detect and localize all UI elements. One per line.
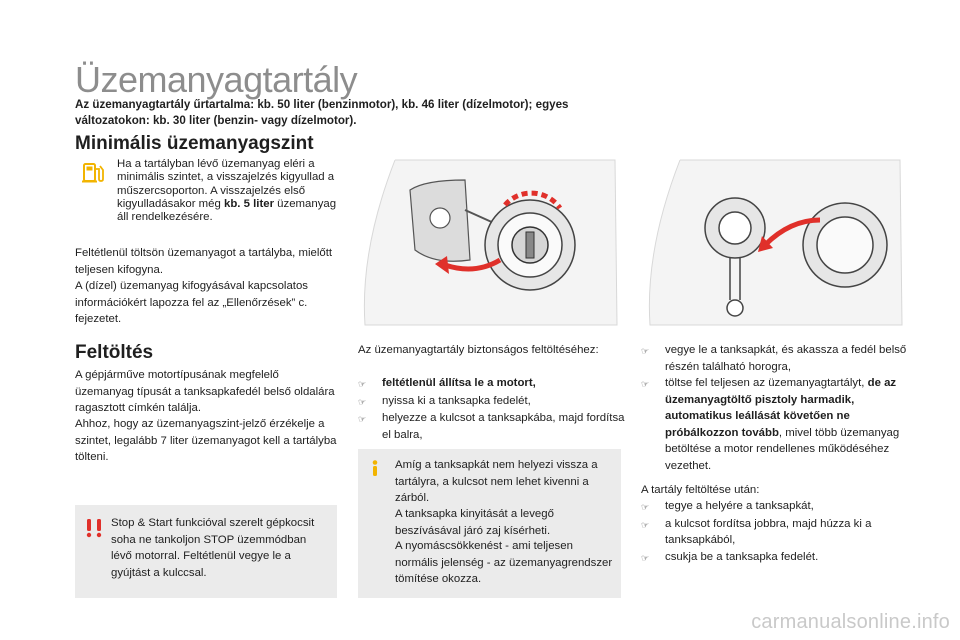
bullet-icon: ☞: [641, 502, 650, 512]
minimal-para-2: A (dízel) üzemanyag kifogyásával kapcsolatos információkért lapozza fel az „Ellenőrzések” c. fejezetet.: [75, 280, 308, 325]
safety-bullets: [358, 375, 628, 443]
fuel-pump-icon: [80, 158, 108, 186]
bullet-icon: ☞: [358, 396, 367, 407]
minimal-warning-text: Ha a tartályban lévő üzemanyag eléri a minimális szintet, a visszajelzés kigyullad a műszercsoporton. A visszajelzés első kigyulladásakor még kb. 5 liter üzemanyag áll rendelkezésére.: [117, 158, 337, 224]
bullet-icon: ☞: [641, 379, 650, 389]
safety-intro: Az üzemanyagtartály biztonságos feltöltéséhez:: [358, 344, 599, 356]
list-item: ☞ töltse fel teljesen az üzemanyagtartályt, de az üzemanyagtöltő pisztoly harmadik, automatikus leállását követően ne próbálkozzon tovább, mivel több üzemanyag betöltése a motor rendellenes működéséhez vezethet.: [641, 375, 911, 474]
list-item: ☞ csukja be a tanksapka fedelét.: [641, 549, 906, 567]
bullet-icon: ☞: [641, 346, 650, 356]
bullet-icon: ☞: [641, 519, 650, 530]
minimal-heading: Minimális üzemanyagszint: [75, 133, 314, 154]
fuel-cap-open-illustration: [355, 150, 625, 330]
list-item: ☞ helyezze a kulcsot a tanksapkába, majd fordítsa el balra,: [358, 410, 628, 443]
after-list: [641, 498, 906, 566]
list-item: ☞ vegye le a tanksapkát, és akassza a fedél belső részén található horogra,: [641, 342, 911, 375]
list-item: ☞ tegye a helyére a tanksapkát,: [641, 498, 906, 516]
list-item: ☞ feltétlenül állítsa le a motort,: [358, 375, 628, 393]
page-subtitle: Az üzemanyagtartály űrtartalma: kb. 50 liter (benzinmotor), kb. 46 liter (dízelmotor); egyes változatokon: kb. 30 liter (benzin- vagy dízelmotor).: [75, 98, 569, 127]
watermark: carmanualsonline.info: [751, 611, 950, 633]
bullet-icon: ☞: [358, 414, 367, 424]
refuel-heading: Feltöltés: [75, 342, 154, 363]
info-text-2: A tanksapka kinyitását a levegő beszívásával járó zaj kísérheti.: [395, 508, 554, 537]
stop-start-text: Stop & Start funkcióval szerelt gépkocsit soha ne tankoljon STOP üzemmódban lévő motorral. Feltétlenül vegye le a gyújtást a kulccsal.: [111, 517, 315, 579]
list-item: ☞ nyissa ki a tanksapka fedelét,: [358, 393, 628, 411]
info-text-1: Amíg a tanksapkát nem helyezi vissza a tartályra, a kulcsot nem lehet kivenni a zárból.: [395, 459, 598, 504]
list-item: ☞ a kulcsot fordítsa jobbra, majd húzza ki a tanksapkából,: [641, 516, 906, 549]
info-box: [358, 449, 621, 598]
info-icon: [366, 459, 384, 477]
bullet-icon: ☞: [641, 552, 650, 563]
steps-list: [641, 342, 911, 474]
after-intro: A tartály feltöltése után:: [641, 484, 760, 496]
fuel-cap-key-illustration: [640, 150, 910, 330]
stop-start-warning-box: [75, 505, 337, 598]
double-exclamation-icon: [83, 517, 105, 539]
bullet-icon: ☞: [358, 379, 367, 389]
info-text-3: A nyomáscsökkenést - ami teljesen normális jelenség - az üzemanyagrendszer tömítése okozza.: [395, 540, 613, 585]
minimal-para-1: Feltétlenül töltsön üzemanyagot a tartályba, mielőtt teljesen kifogyna.: [75, 247, 333, 276]
page-title: Üzemanyagtartály: [75, 59, 358, 100]
refuel-para-1: A gépjárműve motortípusának megfelelő üzemanyag típusát a tanksapkafedél belső oldalára ragasztott címkén találja.: [75, 369, 335, 414]
refuel-para-2: Ahhoz, hogy az üzemanyagszint-jelző érzékelje a szintet, legalább 7 liter üzemanyagot kell a tartályba tölteni.: [75, 418, 337, 463]
